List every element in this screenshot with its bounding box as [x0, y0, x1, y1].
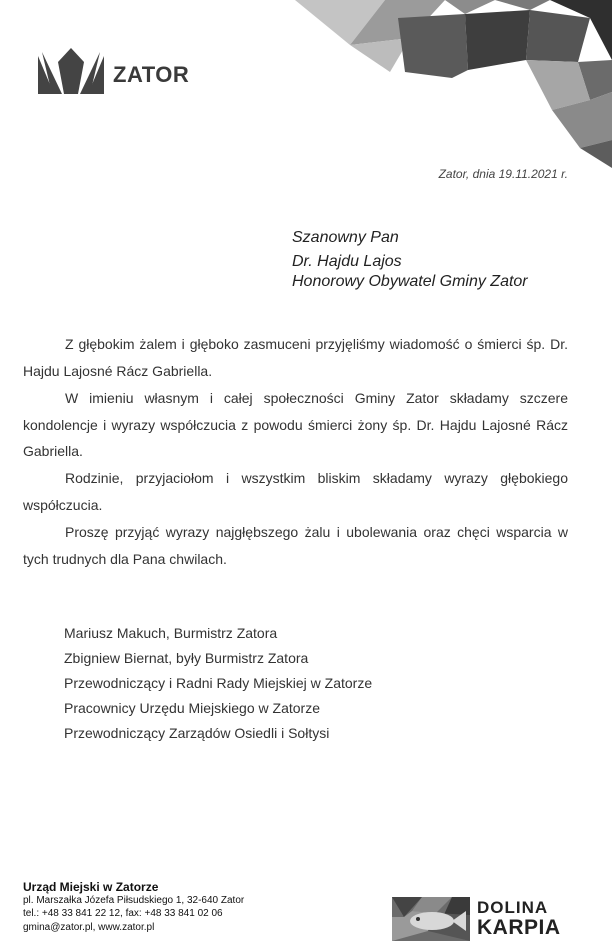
signatory-line: Zbigniew Biernat, były Burmistrz Zatora [64, 650, 309, 666]
footer-office-name: Urząd Miejski w Zatorze [23, 880, 159, 894]
signatory-line: Przewodniczący Zarządów Osiedli i Sołtysi [64, 725, 330, 741]
signatory-line: Pracownicy Urzędu Miejskiego w Zatorze [64, 700, 320, 716]
addressee-name: Dr. Hajdu Lajos [292, 253, 402, 270]
footer-phone-fax: tel.: +48 33 841 22 12, fax: +48 33 841 02 06 [23, 908, 223, 919]
letter-date: Zator, dnia 19.11.2021 r. [438, 167, 568, 181]
footer-address: pl. Marszałka Józefa Piłsudskiego 1, 32-640 Zator [23, 895, 245, 906]
body-paragraph: Z głębokim żalem i głęboko zasmuceni przyjęliśmy wiadomość o śmierci śp. Dr. Hajdu Lajosné Rácz Gabriella. [23, 336, 568, 379]
dolina-logo-text: DOLINA [477, 898, 549, 917]
zator-crown-logo-icon [38, 46, 104, 94]
footer-email-web: gmina@zator.pl, www.zator.pl [23, 922, 155, 933]
addressee-title: Honorowy Obywatel Gminy Zator [292, 273, 528, 290]
karpia-logo-text: KARPIA [477, 916, 561, 939]
signatory-line: Mariusz Makuch, Burmistrz Zatora [64, 625, 278, 641]
dolina-karpia-fish-logo-icon [392, 897, 470, 941]
body-paragraph: Proszę przyjąć wyrazy najgłębszego żalu i ubolewania oraz chęci wsparcia w tych trudnych dla Pana chwilach. [23, 524, 568, 567]
zator-logo-text: ZATOR [113, 62, 190, 87]
body-paragraph: Rodzinie, przyjaciołom i wszystkim bliskim składamy wyrazy głębokiego współczucia. [23, 470, 568, 513]
header-decoration [290, 0, 612, 172]
body-paragraph: W imieniu własnym i całej społeczności Gminy Zator składamy szczere kondolencje i wyrazy współczucia z powodu śmierci żony śp. Dr. Hajdu Lajosné Rácz Gabriella. [23, 390, 568, 459]
addressee-salutation: Szanowny Pan [292, 229, 399, 246]
signatory-line: Przewodniczący i Radni Rady Miejskiej w Zatorze [64, 675, 373, 691]
